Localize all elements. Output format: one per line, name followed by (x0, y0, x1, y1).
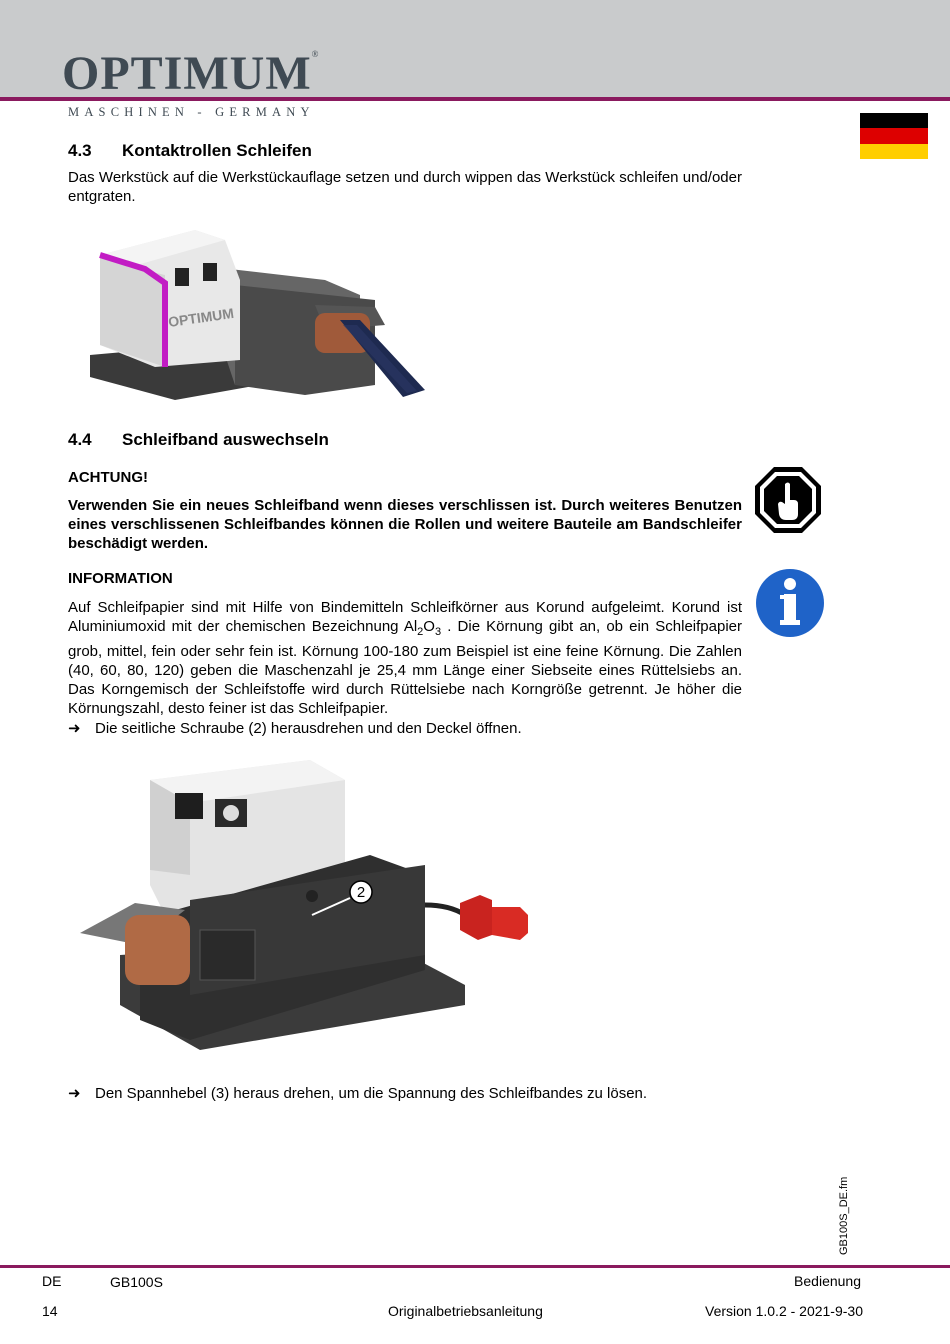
section-4-3-text: Das Werkstück auf die Werkstückauflage setzen und durch wippen das Werkstück schleifen und/oder entgraten. (68, 169, 742, 205)
footer-page-number: 14 (42, 1303, 58, 1319)
info-heading: INFORMATION (68, 570, 173, 587)
callout-2: 2 (356, 884, 366, 901)
step-release-tension: ➜ Den Spannhebel (3) heraus drehen, um die Spannung des Schleifbandes zu lösen. (68, 1085, 648, 1102)
arrow-right-icon: ➜ (68, 1085, 81, 1102)
logo-subtitle: MASCHINEN - GERMANY (68, 105, 315, 119)
german-flag-icon (860, 113, 928, 159)
warning-text: Verwenden Sie ein neues Schleifband wenn dieses verschlissen ist. Durch weiteres Benutzen eines verschlissenen Schleifbandes können die Rollen und weitere Bauteile am Bandschleifer beschädigt werden. (68, 497, 742, 552)
information-icon (755, 568, 825, 638)
side-file-label: GB100S_DE.fm (838, 1176, 850, 1255)
footer-version: Version 1.0.2 - 2021-9-30 (705, 1303, 863, 1319)
footer-doc-type: Originalbetriebsanleitung (388, 1303, 543, 1319)
info-text: Auf Schleifpapier sind mit Hilfe von Bindemitteln Schleifkörner aus Korund aufgeleimt. Korund ist Aluminiumoxid mit der chemischen Bezeichnung $Al_2O_3$ . Die Körnung gibt an, ob ein Schleifpapier grob, mittel, fein oder sehr fein ist. Körnung 100-180 zum Beispiel ist eine feine Körnung. Die Zahlen (40, 60, 80, 120) geben die Maschenzahl je 25,4 mm Länge einer Siebseite eines Rüttelsiebs an. Das Korngemisch der Schleifstoffe wird durch Rüttelsiebe nach Korngröße getrennt. Je höher die Körnungszahl, desto feiner ist das Schleifpapier. (68, 599, 743, 717)
belt-grinder-contact-roll-image (85, 225, 430, 405)
footer-lang: DE (42, 1273, 62, 1289)
footer-section: Bedienung (794, 1273, 861, 1289)
warning-heading: ACHTUNG! (68, 469, 148, 486)
section-4-3-heading: 4.3 Kontaktrollen Schleifen (68, 141, 312, 160)
footer-model: GB100S (110, 1274, 163, 1290)
step-remove-screw: ➜ Die seitliche Schraube (2) herausdrehen und den Deckel öffnen. (68, 720, 522, 737)
section-4-4-heading: 4.4 Schleifband auswechseln (68, 430, 329, 449)
stop-hand-warning-icon (754, 466, 822, 534)
belt-grinder-open-cover-image (80, 755, 535, 1070)
arrow-right-icon: ➜ (68, 720, 81, 737)
optimum-logo: OPTIMUM® (62, 47, 320, 100)
machine-logo-badge: OPTIMUM (167, 304, 235, 330)
footer-accent-line (0, 1265, 950, 1268)
